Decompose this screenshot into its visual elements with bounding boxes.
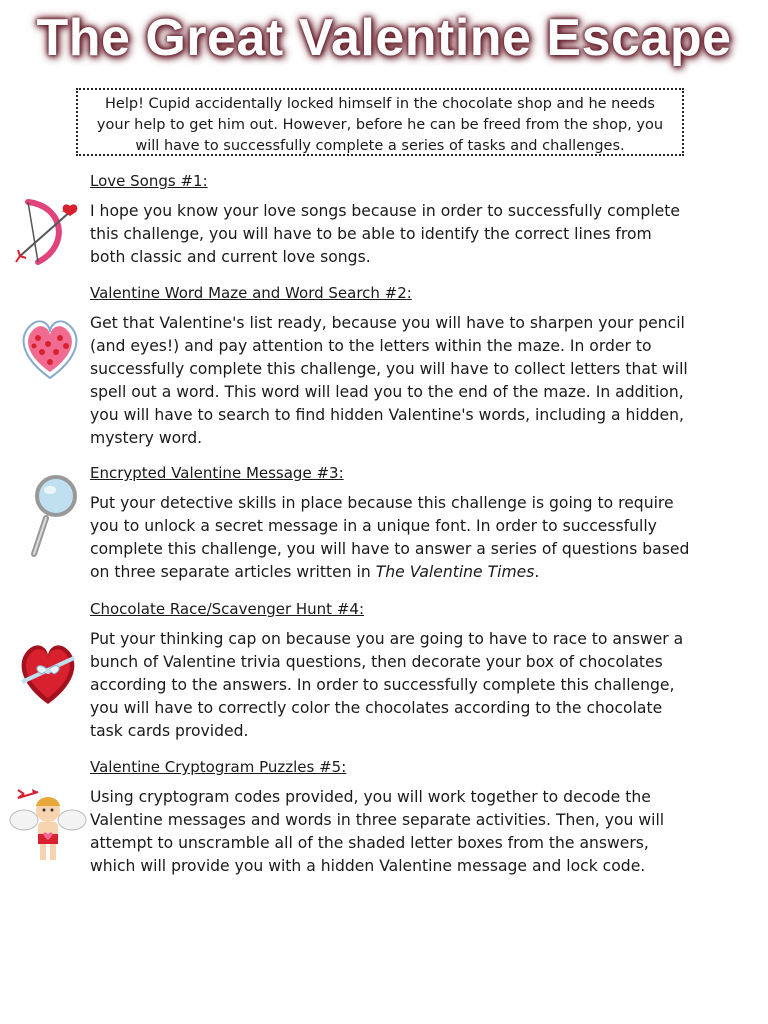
section-body: I hope you know your love songs because in order to successfully complete this challenge, you will have to be able to identify the correct lines from both classic and current love songs.	[90, 202, 680, 266]
section-heading: Valentine Word Maze and Word Search #2	[90, 284, 407, 302]
section-love-songs: Love Songs #1: I hope you know your love songs because in order to successfully complete this challenge, you will have to be able to identify the correct lines from both classic and current love songs.	[90, 170, 690, 269]
section-heading: Valentine Cryptogram Puzzles #5	[90, 758, 342, 776]
polka-dot-heart-icon	[18, 318, 82, 384]
cupid-icon	[8, 786, 88, 874]
publication-title: The Valentine Times	[375, 563, 535, 581]
page-title: The Great Valentine Escape	[36, 9, 732, 67]
section-encrypted-message: Encrypted Valentine Message #3: Put your detective skills in place because this challenge is going to require you to unlock a secret message in a unique font. In order to successfully complete this challenge, you will have to answer a series of questions based on three separate articles written in The Valentine Times.	[90, 462, 690, 584]
section-cryptogram: Valentine Cryptogram Puzzles #5: Using cryptogram codes provided, you will work together to decode the Valentine messages and words in three separate activities. Then, you will attempt to unscramble all of the shaded letter boxes from the answers, which will provide you with a hidden Valentine message and lock code.	[90, 756, 690, 878]
section-body: Using cryptogram codes provided, you will work together to decode the Valentine messages and words in three separate activities. Then, you will attempt to unscramble all of the shaded letter boxes from the answers, which will provide you with a hidden Valentine message and lock code.	[90, 788, 665, 875]
section-heading: Chocolate Race/Scavenger Hunt #4	[90, 600, 359, 618]
section-heading: Encrypted Valentine Message #3	[90, 464, 339, 482]
section-body: Get that Valentine's list ready, because you will have to sharpen your pencil (and eyes!) and pay attention to the letters within the maze. In order to successfully complete this challenge, you will have to collect letters that will spell out a word. This word will lead you to the end of the maze. In addition, you will have to search to find hidden Valentine's words, including a hidden, mystery word.	[90, 314, 688, 447]
intro-box: Help! Cupid accidentally locked himself in the chocolate shop and he needs your help to get him out. However, before he can be freed from the shop, you will have to successfully complete a series of tasks and challenges.	[76, 88, 684, 156]
magnifying-glass-icon	[26, 474, 78, 562]
section-body: Put your detective skills in place because this challenge is going to require you to unlock a secret message in a unique font. In order to successfully complete this challenge, you will have to answer a series of questions based on three separate articles written in The Valentine Times.	[90, 494, 690, 581]
section-body: Put your thinking cap on because you are going to have to race to answer a bunch of Valentine trivia questions, then decorate your box of chocolates according to the answers. In order to successfully complete this challenge, you will have to correctly color the chocolates according to the chocolate task cards provided.	[90, 630, 684, 740]
bow-arrow-icon	[14, 196, 78, 272]
chocolate-box-heart-icon	[16, 640, 80, 710]
section-chocolate-race: Chocolate Race/Scavenger Hunt #4: Put your thinking cap on because you are going to have to race to answer a bunch of Valentine trivia questions, then decorate your box of chocolates according to the answers. In order to successfully complete this challenge, you will have to correctly color the chocolates according to the chocolate task cards provided.	[90, 598, 690, 743]
section-word-maze: Valentine Word Maze and Word Search #2: Get that Valentine's list ready, because you will have to sharpen your pencil (and eyes!) and pay attention to the letters within the maze. In order to successfully complete this challenge, you will have to collect letters that will spell out a word. This word will lead you to the end of the maze. In addition, you will have to search to find hidden Valentine's words, including a hidden, mystery word.	[90, 282, 690, 450]
section-heading: Love Songs #1	[90, 172, 203, 190]
